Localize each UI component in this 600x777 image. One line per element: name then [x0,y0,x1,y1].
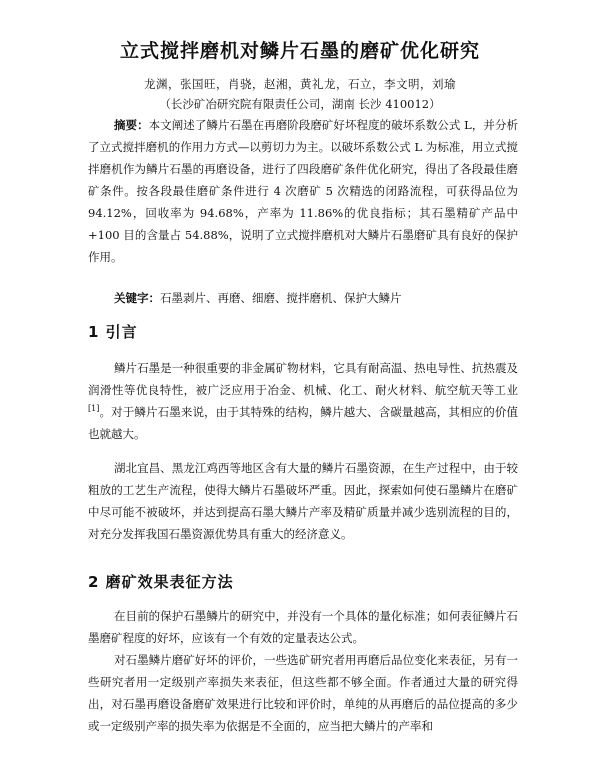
body-paragraph [88,457,518,545]
paper-title: 立式搅拌磨机对鳞片石墨的磨矿优化研究 [119,40,480,62]
paragraph-text: 对石墨鳞片磨矿好坏的评价，一些选矿研究者用再磨后品位变化来表征，另有一些研究者用一定级别产率损失来表征，但这些都不够全面。作者通过大量的研究得出，对石墨再磨设备磨矿效果进行比较和评价时，单纯的从再磨后的品位提高的多少或一定级别产率的损失率为依据是不全面的，应当把大鳞片的产率和 [88,653,518,733]
keywords-text: 石墨剥片、再磨、细磨、搅拌磨机、保护大鳞片 [160,291,402,305]
affiliation: （长沙矿冶研究院有限责任公司，湖南 长沙 410012） [159,97,441,111]
body-paragraph [88,357,518,445]
paragraph-text: 鳞片石墨是一种很重要的非金属矿物材料，它具有耐高温、热电导性、抗热震及润滑性等优良特性，被广泛应用于冶金、机械、化工、耐火材料、航空航天等工业 [88,361,518,397]
paragraph-text: 。对于鳞片石墨来说，由于其特殊的结构，鳞片越大、含碳量越高，其相应的价值也就越大。 [88,405,518,441]
abstract [88,114,518,268]
abstract-text: 本文阐述了鳞片石墨在再磨阶段磨矿好坏程度的破坏系数公式 L，并分析了立式搅拌磨机的作用力方式—以剪切力为主。以破坏系数公式 L 为标准，用立式搅拌磨机作为鳞片石墨的再磨设备，进行了四段磨矿条件优化研究，得出了各段最佳磨矿条件。按各段最佳磨矿条件进行 4 次磨矿 5 次精选的闭路流程，可获得品位为 94.12%，回收率为 94.68%，产率为 11.86%的优良指标；其石墨精矿产品中+100 目的含量占 54.88%，说明了立式搅拌磨机对大鳞片石墨磨矿具有良好的保护作用。 [88,118,519,264]
abstract-label: 摘要： [114,118,149,132]
paragraph-text: 湖北宜昌、黑龙江鸡西等地区含有大量的鳞片石墨资源，在生产过程中，由于较粗放的工艺生产流程，使得大鳞片石墨破坏严重。因此，探索如何使石墨鳞片在磨矿中尽可能不被破坏，并达到提高石墨大鳞片产率及精矿质量并减少选别流程的目的，对充分发挥我国石墨资源优势具有重大的经济意义。 [88,461,518,541]
body-paragraph [88,649,518,737]
author-list: 龙渊，张国旺，肖骁，赵湘，黄礼龙，石立，李文明，刘瑜 [144,77,456,91]
citation-ref: [1] [88,404,100,414]
paragraph-text: 在目前的保护石墨鳞片的研究中，并没有一个具体的量化标准；如何表征鳞片石墨磨矿程度的好坏，应该有一个有效的定量表达公式。 [88,609,518,645]
keywords [88,287,518,309]
body-paragraph [88,605,518,649]
section-heading-method: 2 磨矿效果表征方法 [88,573,234,591]
section-heading-introduction: 1 引言 [88,323,138,341]
keywords-label: 关键字： [114,291,160,305]
